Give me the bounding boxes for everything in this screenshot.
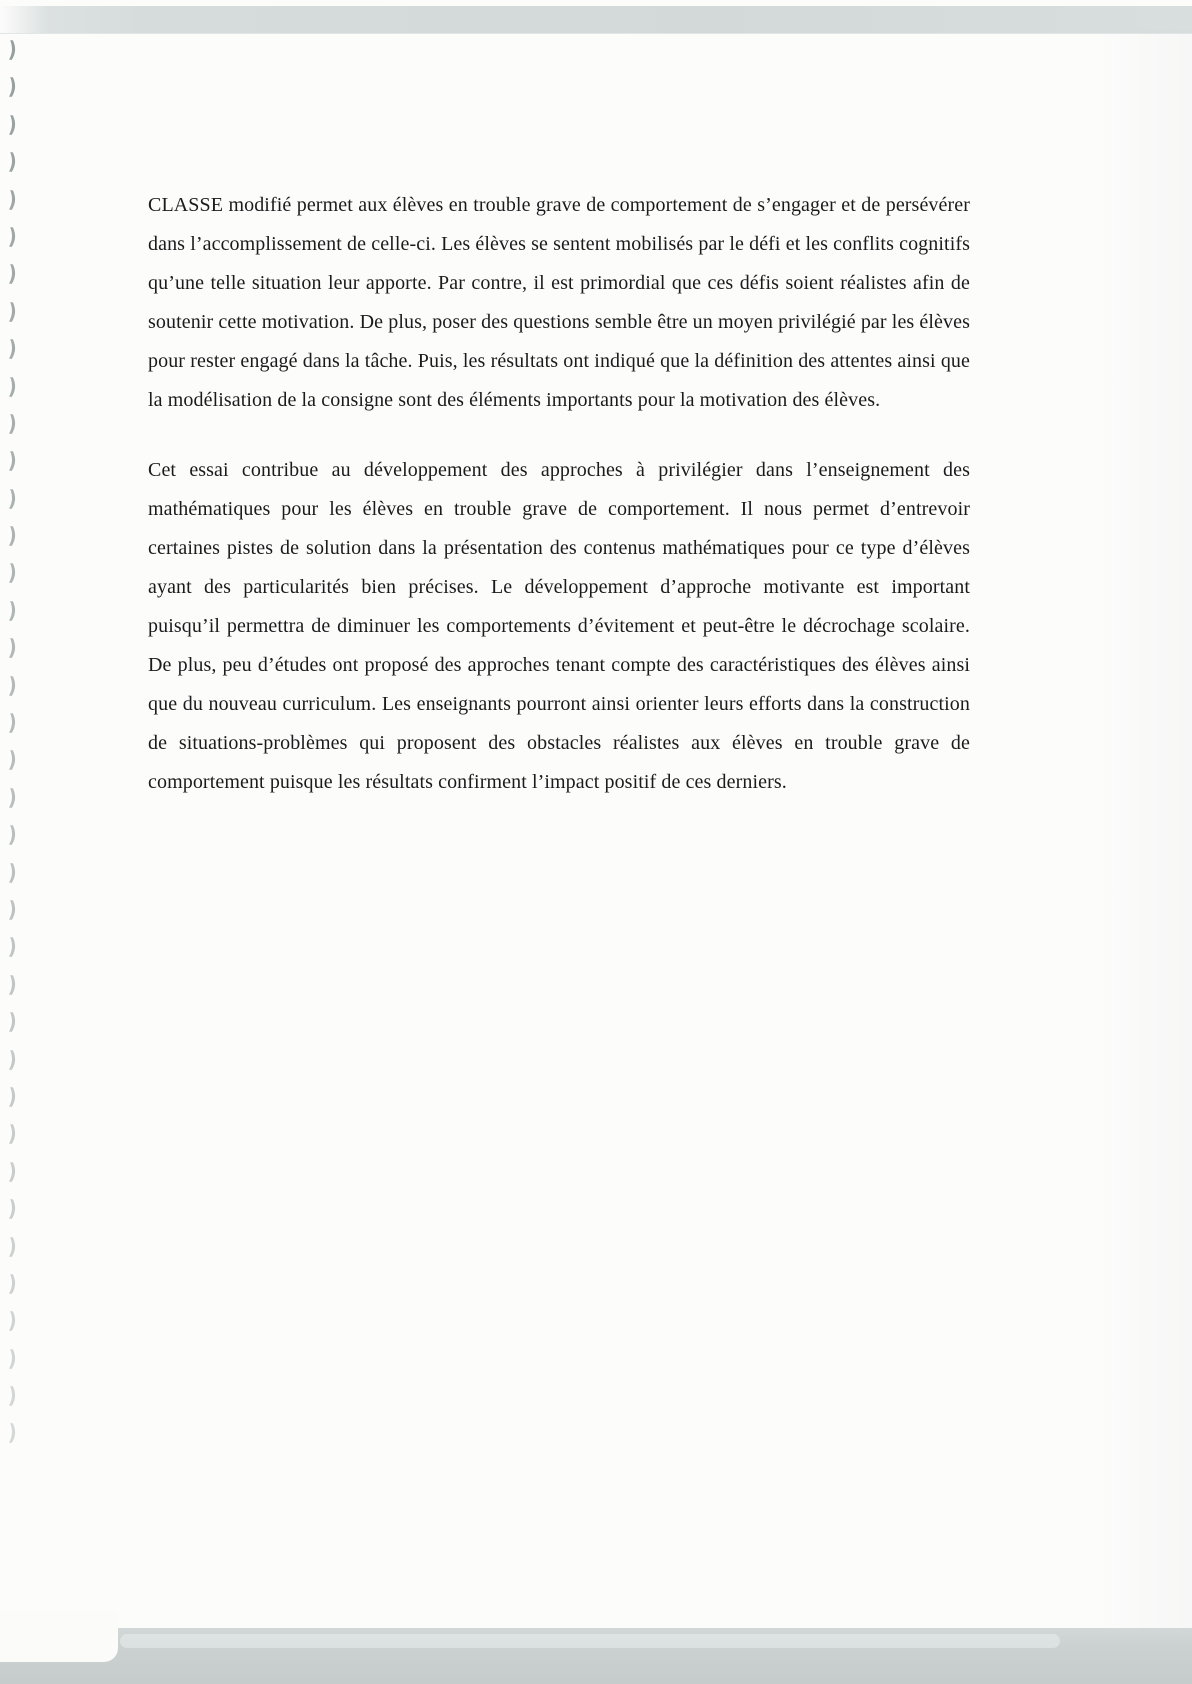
spiral-binding-marks-icon: ) ) ) ) ) ) ) ) ) ) ) ) ) ) ) ) ) ) ) ) ) ) ) ) ) ) ) ) ) ) ) ) ) ) ) ) ) ) bbox=[7, 37, 18, 1447]
scan-edge-bottom-highlight bbox=[120, 1634, 1060, 1648]
page-text-block bbox=[148, 186, 970, 833]
page-corner-bottom-left bbox=[0, 1610, 118, 1662]
paragraph-1: CLASSE modifié permet aux élèves en trouble grave de comportement de s’engager et de persévérer dans l’accomplissement de celle-ci. Les élèves se sentent mobilisés par le défi et les conflits cognitifs qu’une telle situation leur apporte. Par contre, il est primordial que ces défis soient réalistes afin de soutenir cette motivation. De plus, poser des questions semble être un moyen privilégié par les élèves pour rester engagé dans la tâche. Puis, les résultats ont indiqué que la définition des attentes ainsi que la modélisation de la consigne sont des éléments importants pour la motivation des élèves. bbox=[148, 194, 970, 411]
scan-edge-right-shade bbox=[1092, 30, 1192, 1630]
scan-edge-top bbox=[0, 6, 1192, 34]
scan-edge-bottom bbox=[0, 1628, 1192, 1684]
paragraph-2: Cet essai contribue au développement des approches à privilégier dans l’enseignement des mathématiques pour les élèves en trouble grave de comportement. Il nous permet d’entrevoir certaines pistes de solution dans la présentation des contenus mathématiques pour ce type d’élèves ayant des particularités bien précises. Le développement d’approche motivante est important puisqu’il permettra de diminuer les comportements d’évitement et peut-être le décrochage scolaire. De plus, peu d’études ont proposé des approches tenant compte des caractéristiques des élèves ainsi que du nouveau curriculum. Les enseignants pourront ainsi orienter leurs efforts dans la construction de situations-problèmes qui proposent des obstacles réalistes aux élèves en trouble grave de comportement puisque les résultats confirment l’impact positif de ces derniers. bbox=[148, 459, 970, 793]
